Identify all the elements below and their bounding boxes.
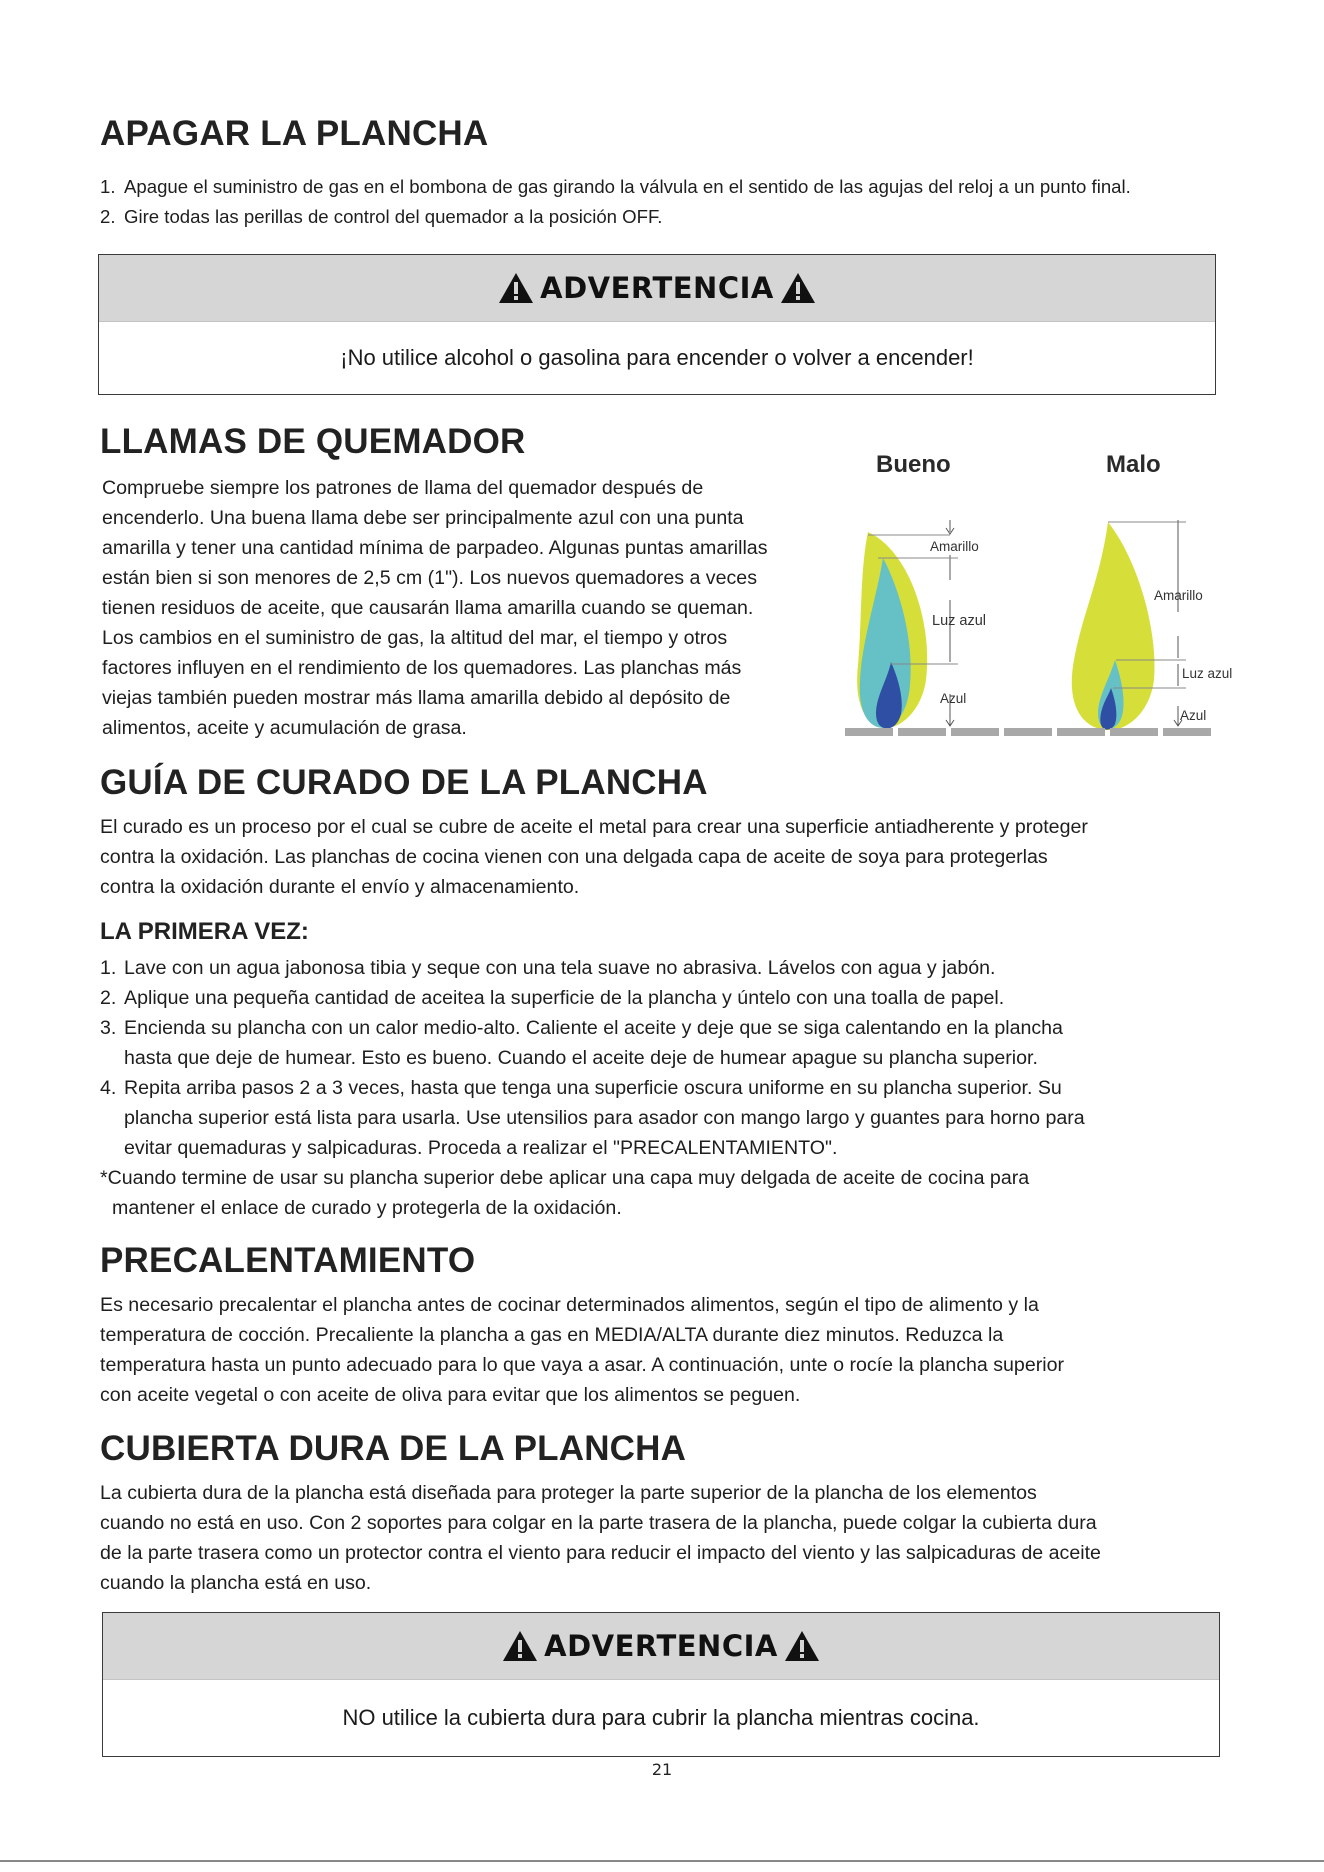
page-number: 21 [651,1760,673,1779]
curado-note: *Cuando termine de usar su plancha superior debe aplicar una capa muy delgada de aceite de cocina para mantener el enlace de curado y protegerla de la oxidación. [100,1167,1030,1219]
list-item: 2. Aplique una pequeña cantidad de aceitea la superficie de la plancha y úntelo con una toalla de papel. [100,987,1005,1009]
warning-message: ¡No utilice alcohol o gasolina para encender o volver a encender! [340,345,974,370]
warning-box [98,254,1216,395]
curado-subtitle: LA PRIMERA VEZ: [100,918,309,945]
good-yellow-label: Amarillo [930,539,979,554]
bottom-divider [0,1860,1324,1862]
warning-triangle-icon [498,272,534,304]
precalentamiento-paragraph: Es necesario precalentar el plancha antes de cocinar determinados alimentos, según el tipo de alimento y la temperatura de cocción. Precaliente la plancha a gas en MEDIA/ALTA durante diez minutos. Reduzca la temperatura hasta un punto adecuado para lo que vaya a asar. A continuación, unte o rocíe la plancha superior con aceite vegetal o con aceite de oliva para evitar que los alimentos se peguen. [100,1294,1065,1406]
warning-title: ADVERTENCIA [540,271,774,305]
bad-lightblue-label: Luz azul [1182,666,1233,681]
list-item: 2. Gire todas las perillas de control del quemador a la posición OFF. [100,206,663,227]
warning-title: ADVERTENCIA [544,1629,778,1663]
apagar-steps [100,172,1310,232]
warning-triangle-icon [502,1630,538,1662]
warning-header [99,255,1215,322]
cubierta-paragraph: La cubierta dura de la plancha está diseñada para proteger la parte superior de la plancha de los elementos cuando no está en uso. Con 2 soportes para colgar en la parte trasera de la plancha, puede colgar la cubierta dura de la parte trasera como un protector contra el viento para reducir el impacto del viento y las salpicaduras de aceite cuando la plancha está en uso. [100,1482,1101,1594]
bad-core-label: Azul [1180,708,1207,723]
warning-triangle-icon [784,1630,820,1662]
list-item: 4. Repita arriba pasos 2 a 3 veces, hasta que tenga una superficie oscura uniforme en su plancha superior. Su plancha superior está lista para usarla. Use utensilios para asador con mango largo y guantes para horno para evitar quemaduras y salpicaduras. Proceda a realizar el "PRECALENTAMIENTO". [100,1077,1085,1159]
section-title-precalentamiento: PRECALENTAMIENTO [100,1241,476,1280]
section-title-cubierta: CUBIERTA DURA DE LA PLANCHA [100,1429,687,1468]
list-item: 1. Lave con un agua jabonosa tibia y seque con una tela suave no abrasiva. Lávelos con agua y jabón. [100,957,996,979]
bad-yellow-label: Amarillo [1154,588,1203,603]
list-item: 1. Apague el suministro de gas en el bombona de gas girando la válvula en el sentido de las agujas del reloj a un punto final. [100,176,1131,197]
warning-message: NO utilice la cubierta dura para cubrir la plancha mientras cocina. [342,1705,980,1730]
warning-triangle-icon [780,272,816,304]
curado-paragraph: El curado es un proceso por el cual se cubre de aceite el metal para crear una superficie antiadherente y proteger contra la oxidación. Las planchas de cocina vienen con una delgada capa de aceite de soya para protegerlas contra la oxidación durante el envío y almacenamiento. [100,816,1088,898]
list-item: 3. Encienda su plancha con un calor medio-alto. Caliente el aceite y deje que se siga calentando en la plancha hasta que deje de humear. Esto es bueno. Cuando el aceite deje de humear apague su plancha superior. [100,1017,1063,1069]
good-flame-label: Bueno [876,451,951,478]
section-title-apagar: APAGAR LA PLANCHA [100,114,489,153]
good-core-label: Azul [940,691,967,706]
llamas-paragraph: Compruebe siempre los patrones de llama del quemador después de encenderlo. Una buena llama debe ser principalmente azul con una punta amarilla y tener una cantidad mínima de parpadeo. Algunas puntas amarillas están bien si son menores de 2,5 cm (1"). Los nuevos quemadores a veces tienen residuos de aceite, que causarán llama amarilla cuando se queman. Los cambios en el suministro de gas, la altitud del mar, el tiempo y otros factores influyen en el rendimiento de los quemadores. Las planchas más viejas también pueden mostrar más llama amarilla debido al depósito de alimentos, aceite y acumulación de grasa. [102,477,768,739]
warning-box [102,1612,1220,1757]
burner-grate [845,728,1211,736]
good-lightblue-label: Luz azul [932,613,987,629]
flame-pattern-figure [838,440,1248,740]
section-title-llamas: LLAMAS DE QUEMADOR [100,422,526,461]
section-title-curado: GUÍA DE CURADO DE LA PLANCHA [100,763,708,802]
curado-steps [100,953,1315,1163]
bad-flame-label: Malo [1106,451,1161,478]
warning-header [103,1613,1219,1680]
